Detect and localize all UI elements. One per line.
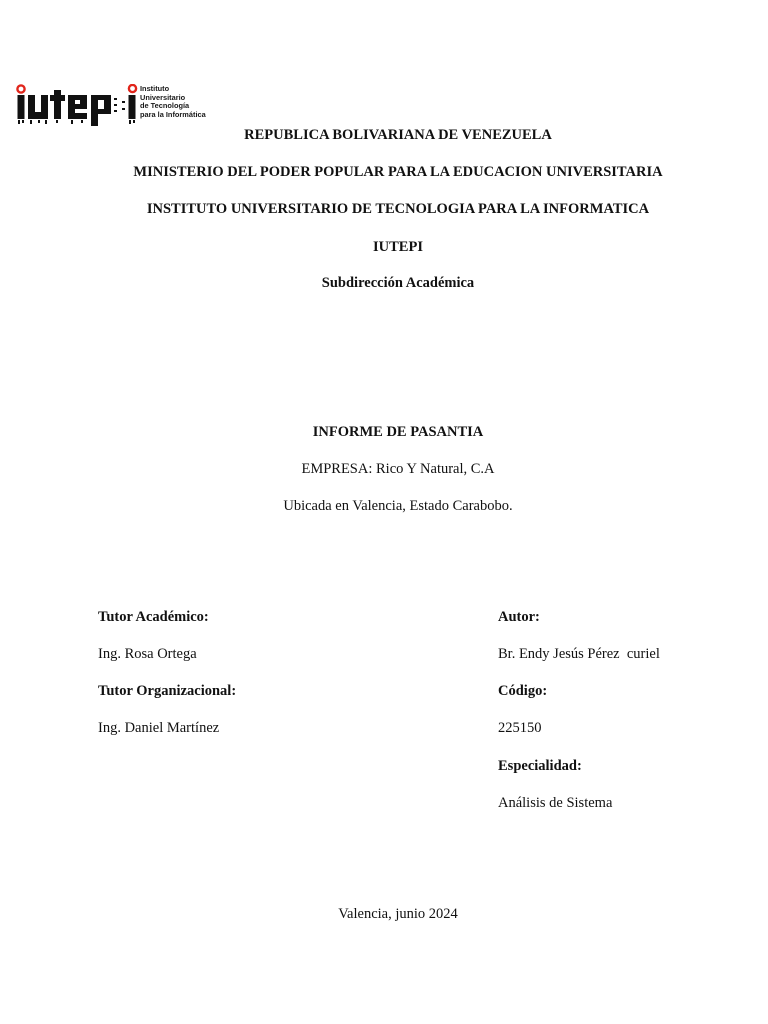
iutepi-logo-icon	[16, 84, 138, 128]
logo-tagline-line: para la Informática	[140, 109, 206, 119]
place-date: Valencia, junio 2024	[338, 906, 458, 922]
logo-tagline-line: Instituto	[140, 84, 170, 93]
logo-tagline-line: de Tecnología	[140, 101, 190, 111]
header-subdirection: Subdirección Académica	[321, 275, 475, 291]
tutor-academico-label: Tutor Académico:	[98, 609, 209, 625]
header-institute: INSTITUTO UNIVERSITARIO DE TECNOLOGIA PARA LA INFORMATICA	[146, 201, 650, 217]
tutor-organizacional-label: Tutor Organizacional:	[98, 683, 237, 699]
especialidad-value: Análisis de Sistema	[498, 795, 613, 811]
header-country: REPUBLICA BOLIVARIANA DE VENEZUELA	[244, 127, 552, 143]
report-location: Ubicada en Valencia, Estado Carabobo.	[283, 498, 513, 514]
tutor-academico-name: Ing. Rosa Ortega	[98, 646, 197, 662]
logo-tagline-line: Universitario	[140, 92, 186, 102]
especialidad-label: Especialidad:	[498, 758, 582, 774]
iutepi-logo	[16, 84, 206, 128]
report-company: EMPRESA: Rico Y Natural, C.A	[301, 461, 495, 477]
codigo-value: 225150	[498, 720, 542, 736]
codigo-label: Código:	[498, 683, 548, 699]
autor-label: Autor:	[498, 609, 540, 625]
tutor-organizacional-name: Ing. Daniel Martínez	[98, 720, 220, 736]
header-ministry: MINISTERIO DEL PODER POPULAR PARA LA EDUCACION UNIVERSITARIA	[133, 164, 663, 180]
autor-name: Br. Endy Jesús Pérez curiel	[498, 646, 660, 662]
logo-tagline	[140, 85, 206, 119]
report-title: INFORME DE PASANTIA	[312, 424, 484, 440]
header-acronym: IUTEPI	[373, 239, 423, 255]
